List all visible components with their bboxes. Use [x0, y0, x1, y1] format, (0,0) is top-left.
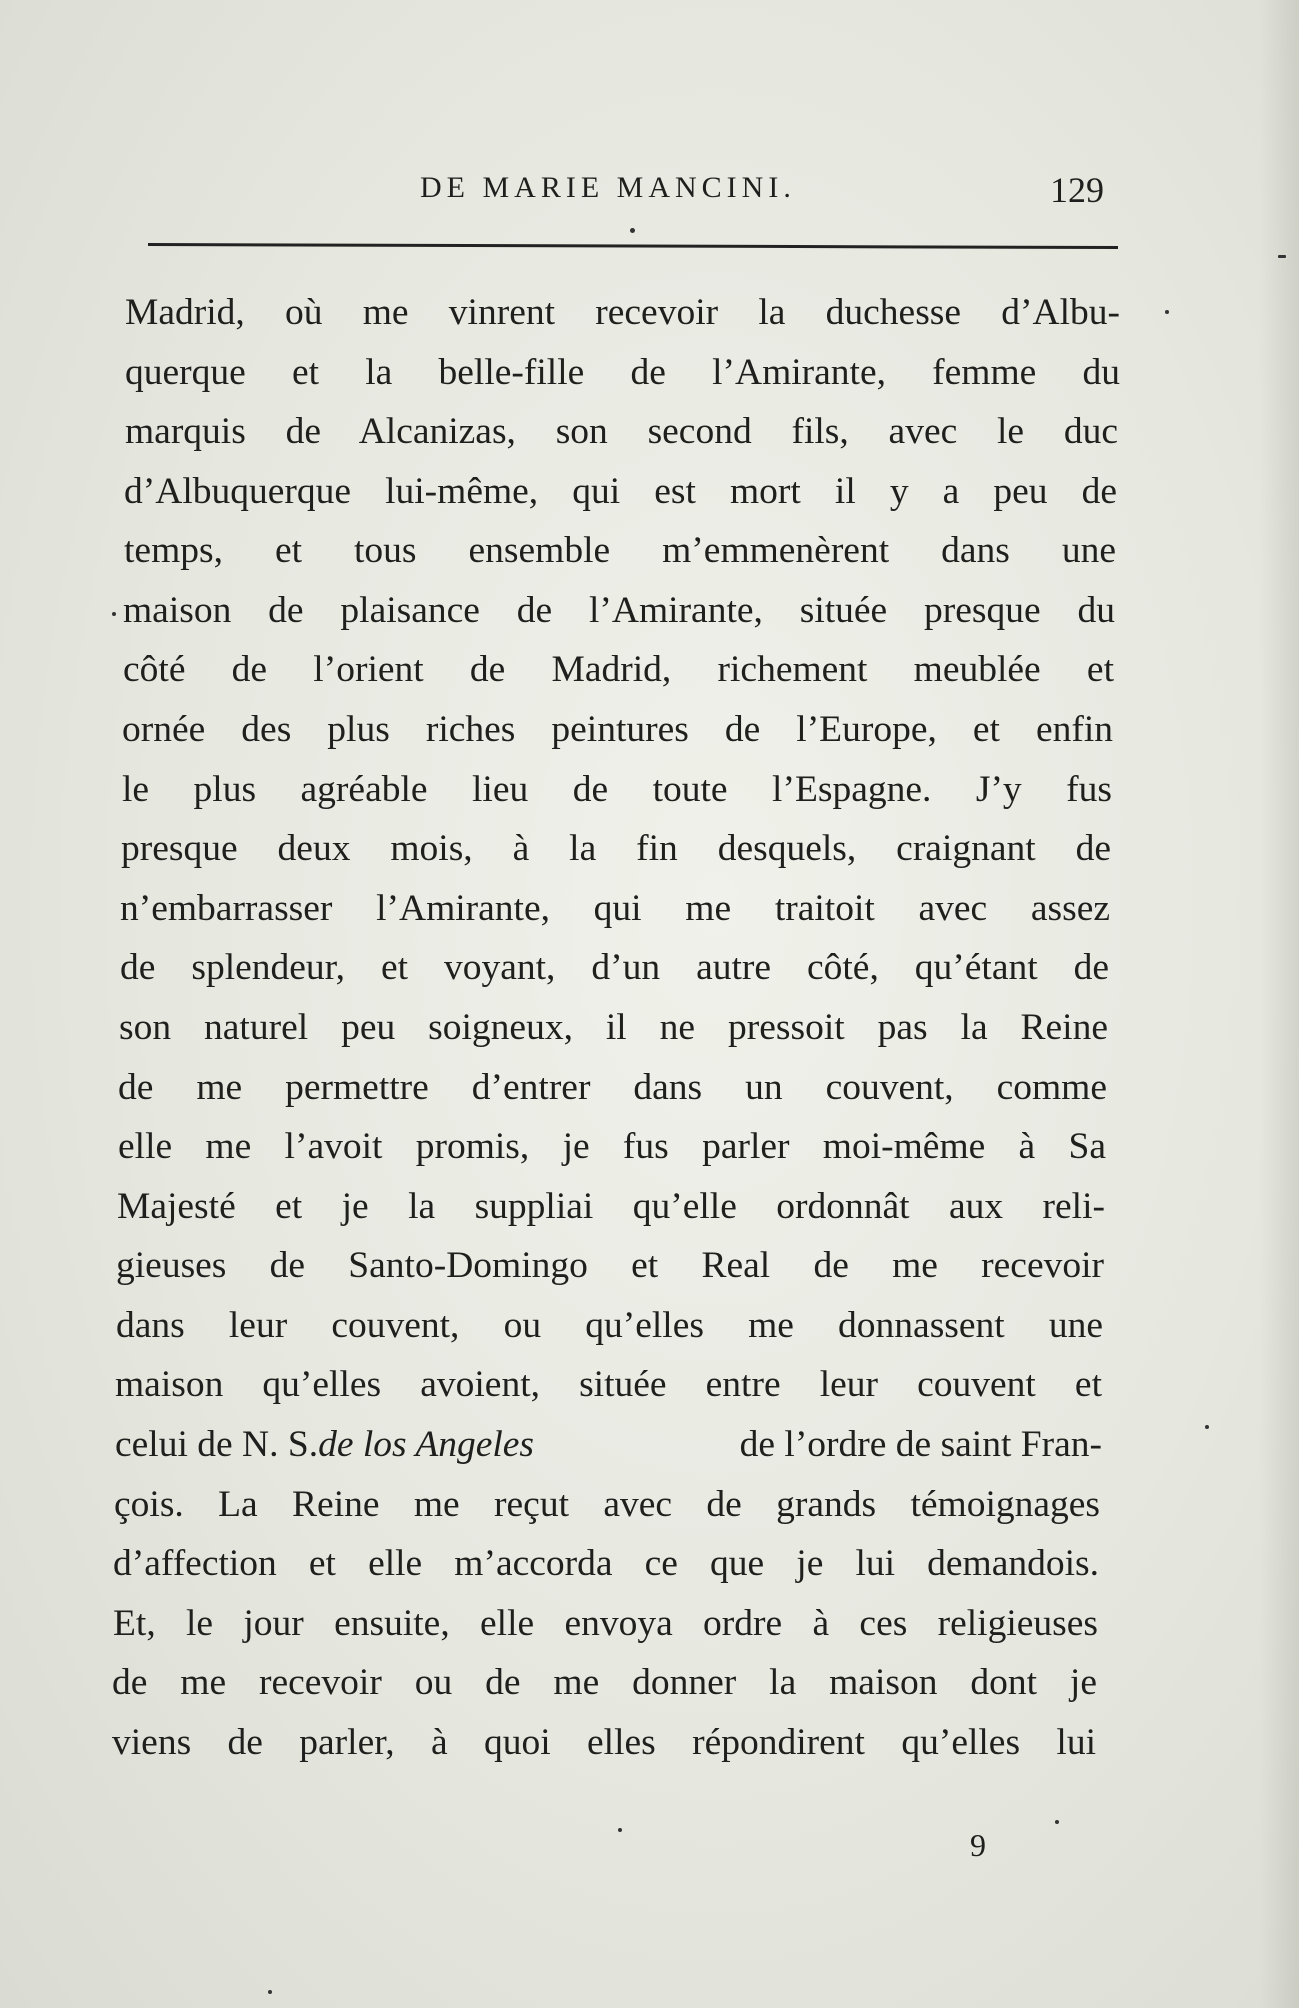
- paper-speck: [630, 228, 635, 233]
- text-line: son naturel peu soigneux, il ne pressoit pas la Reine: [119, 1007, 1108, 1048]
- text-line: Madrid, où me vinrent recevoir la duchesse d’Albu-: [125, 292, 1120, 333]
- text-line: d’Albuquerque lui-même, qui est mort il y a peu de: [124, 471, 1117, 512]
- text-line: de splendeur, et voyant, d’un autre côté, qu’étant de: [120, 947, 1109, 988]
- text-line: presque deux mois, à la fin desquels, craignant de: [121, 828, 1111, 869]
- text-line: gieuses de Santo-Domingo et Real de me recevoir: [116, 1245, 1104, 1286]
- paper-speck: [268, 1990, 272, 1994]
- text-line: çois. La Reine me reçut avec de grands témoignages: [114, 1484, 1100, 1525]
- paper-speck: [1205, 1425, 1209, 1429]
- text-fragment: celui de N. S.: [115, 1424, 319, 1465]
- text-line-mixed: [115, 1422, 1102, 1468]
- text-line: n’embarrasser l’Amirante, qui me traitoit avec assez: [120, 888, 1110, 929]
- italic-place-name: de los Angeles: [318, 1424, 535, 1465]
- paper-speck: [1278, 255, 1286, 258]
- text-line: Majesté et je la suppliai qu’elle ordonnât aux reli-: [117, 1186, 1105, 1227]
- text-fragment: de l’ordre de saint Fran-: [739, 1424, 1102, 1465]
- paper-speck: [618, 1828, 622, 1832]
- text-line: dans leur couvent, ou qu’elles me donnassent une: [116, 1305, 1103, 1346]
- text-line: le plus agréable lieu de toute l’Espagne. J’y fus: [122, 769, 1112, 810]
- paper-speck: [1055, 1820, 1059, 1824]
- text-line: maison qu’elles avoient, située entre leur couvent et: [115, 1364, 1102, 1405]
- text-line: viens de parler, à quoi elles répondirent qu’elles lui: [112, 1722, 1096, 1763]
- text-line: d’affection et elle m’accorda ce que je lui demandois.: [113, 1543, 1099, 1584]
- text-line: maison de plaisance de l’Amirante, située presque du: [123, 590, 1115, 631]
- running-title: DE MARIE MANCINI.: [420, 171, 796, 204]
- text-line: de me recevoir ou de me donner la maison dont je: [112, 1662, 1097, 1703]
- page-number: 129: [1050, 170, 1104, 210]
- text-line: de me permettre d’entrer dans un couvent, comme: [118, 1067, 1107, 1108]
- text-line: ornée des plus riches peintures de l’Europe, et enfin: [122, 709, 1113, 750]
- text-line: côté de l’orient de Madrid, richement meublée et: [123, 649, 1114, 690]
- paper-speck: [112, 612, 116, 616]
- text-line: Et, le jour ensuite, elle envoya ordre à ces religieuses: [113, 1603, 1098, 1644]
- text-line: querque et la belle-fille de l’Amirante, femme du: [125, 352, 1120, 393]
- text-line: elle me l’avoit promis, je fus parler moi-même à Sa: [118, 1126, 1106, 1167]
- text-line: temps, et tous ensemble m’emmenèrent dans une: [124, 530, 1116, 571]
- paper-speck: [1165, 310, 1169, 314]
- signature-mark: 9: [970, 1827, 986, 1863]
- text-line: marquis de Alcanizas, son second fils, avec le duc: [125, 411, 1118, 452]
